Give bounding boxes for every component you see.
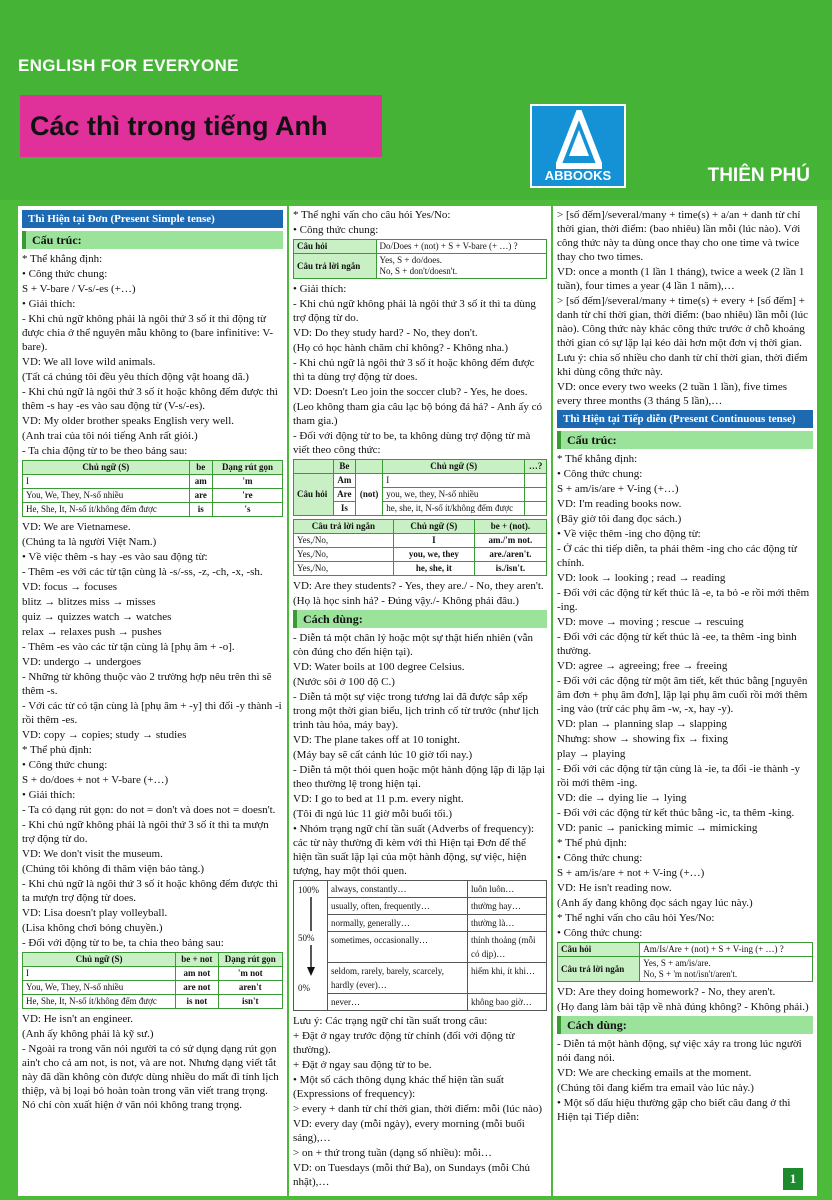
text-line: VD: He isn't reading now.	[557, 882, 672, 894]
logo-text: ABBOOKS	[544, 168, 612, 183]
text-line: • Nhóm trạng ngữ chỉ tần suất (Adverbs of frequency): các từ này thường đi kèm với thì Hiện tại Đơn để thể hiện tần suất lặp lại của một hành động, sự việc, hiện tượng, hay một thói quen.	[293, 823, 535, 877]
text-line: (Họ đang làm bài tập về nhà đúng không? - Không phải.)	[557, 1001, 809, 1013]
text-line: (Chúng tôi đang kiểm tra email vào lúc này.)	[557, 1082, 754, 1094]
text-line: • Công thức chung:	[557, 468, 643, 480]
to-be-not-table	[22, 952, 283, 1009]
text-line: * Thể khẳng định:	[22, 253, 103, 265]
text-line: (Họ có học hành chăm chỉ không? - Không nha.)	[293, 342, 509, 354]
text-line: • Về việc thêm -s hay -es vào sau động từ:	[22, 551, 208, 563]
abbooks-logo	[530, 104, 626, 188]
text-line: VD: copy → copies; study → studies	[22, 729, 187, 741]
text-line: (Lisa không chơi bóng chuyền.)	[22, 922, 163, 934]
text-line: S + am/is/are + V-ing (+…)	[557, 483, 679, 495]
col2-text-a	[293, 208, 547, 237]
table-header: Chủ ngữ (S)	[393, 520, 474, 534]
table-header: Dạng rút gọn	[218, 953, 282, 967]
frequency-row: seldom, rarely, barely, scarcely, hardly (ever)… hiếm khi, ít khi…	[328, 963, 546, 994]
text-line: VD: Do they study hard? - No, they don't.	[293, 327, 478, 339]
text-line: play → playing	[557, 748, 626, 760]
text-line: - Với các từ có tận cùng là [phụ âm + -y] thì đổi -y thành -i rồi thêm -es.	[22, 700, 282, 726]
series-title: ENGLISH FOR EVERYONE	[18, 56, 239, 75]
table-header: be + not	[176, 953, 218, 967]
table-row: You, We, They, N-số nhiều are 're	[23, 489, 283, 503]
text-line: * Thể nghi vấn cho câu hỏi Yes/No:	[557, 912, 715, 924]
table-header: be + (not).	[474, 520, 546, 534]
logo-triangle-icon	[556, 110, 602, 170]
usage-header: Cách dùng:	[557, 1016, 813, 1034]
frequency-axis: 100% 50% 0%	[294, 881, 328, 1010]
text-line: - Diễn tả một hành động, sự việc xảy ra trong lúc người nói đang nói.	[557, 1038, 802, 1064]
text-line: - Khi chủ ngữ là ngôi thứ 3 số ít hoặc không đếm được thì ta dùng trợ động từ does.	[293, 357, 535, 383]
text-line: (Tôi đi ngủ lúc 11 giờ mỗi buổi tối.)	[293, 808, 453, 820]
text-line: VD: The plane takes off at 10 tonight.	[293, 734, 461, 746]
text-line: VD: on Tuesdays (mỗi thứ Ba), on Sundays (mỗi Chủ nhật),…	[293, 1162, 530, 1188]
table-row: Yes,/No, you, we, they are./aren't.	[294, 548, 547, 562]
question-formula-table: Câu hỏi Do/Does + (not) + S + V-bare (+ …) ? Câu trả lời ngắn Yes, S + do/does. No, S + don't/doesn't.	[293, 239, 547, 279]
column-1	[18, 206, 287, 1196]
frequency-row: usually, often, frequently… thường hay…	[328, 898, 546, 915]
text-line: • Công thức chung:	[557, 927, 643, 939]
text-line: - Khi chủ ngữ không phải là ngôi thứ 3 số ít thì ta mượn trợ động từ do.	[22, 819, 269, 845]
text-line: (Chúng ta là người Việt Nam.)	[22, 536, 157, 548]
text-line: VD: We all love wild animals.	[22, 356, 156, 368]
text-line: VD: die → dying lie → lying	[557, 792, 687, 804]
text-line: - Thêm -es với các từ tận cùng là -s/-ss, -z, -ch, -x, -sh.	[22, 566, 263, 578]
text-line: VD: focus → focuses	[22, 581, 118, 593]
text-line: - Khi chủ ngữ là ngôi thứ 3 số ít hoặc không đếm được thì ta mượn trợ động từ does.	[22, 878, 278, 904]
text-line: • Giải thích:	[22, 789, 76, 801]
to-be-table	[22, 460, 283, 517]
section-header-present-continuous: Thì Hiện tại Tiếp diễn (Present Continuous tense)	[557, 410, 813, 428]
text-line: • Về việc thêm -ing cho động từ:	[557, 528, 701, 540]
text-line: - Diễn tả một chân lý hoặc một sự thật hiển nhiên (vẫn còn đúng cho đến hiện tại).	[293, 632, 533, 658]
text-line: VD: every day (mỗi ngày), every morning (mỗi buổi sáng),…	[293, 1118, 525, 1144]
structure-header: Cấu trúc:	[557, 431, 813, 449]
text-line: VD: I go to bed at 11 p.m. every night.	[293, 793, 464, 805]
text-line: VD: I'm reading books now.	[557, 498, 682, 510]
text-line: + Đặt ở ngay sau động từ to be.	[293, 1059, 432, 1071]
text-line: VD: My older brother speaks English very well.	[22, 415, 235, 427]
frequency-row: never… không bao giờ…	[328, 994, 546, 1010]
text-line: S + am/is/are + not + V-ing (+…)	[557, 867, 705, 879]
col1-text-a	[22, 252, 283, 458]
frequency-row: normally, generally… thường là…	[328, 915, 546, 932]
col2-text-c	[293, 579, 547, 608]
text-line: - Diễn tả một thói quen hoặc một hành động lặp đi lặp lại theo thường lệ trong hiện tại.	[293, 764, 546, 790]
text-line: VD: undergo → undergoes	[22, 656, 142, 668]
text-line: VD: He isn't an engineer.	[22, 1013, 134, 1025]
frequency-row: always, constantly… luôn luôn…	[328, 881, 546, 898]
text-line: * Thể phủ định:	[22, 744, 92, 756]
table-row: He, She, It, N-số ít/không đếm được is 's	[23, 503, 283, 517]
text-line: (Leo không tham gia câu lạc bộ bóng đá hả? - Anh ấy có tham gia.)	[293, 401, 542, 427]
text-line: - Ngoài ra trong văn nói người ta có sử dụng dạng rút gọn ain't cho cả am not, is not, và are not. Nhưng dạng viết tắt này đã dần không còn được dùng nhiều do mất đi tính lịch thiệp, và bị loại bỏ hoàn toàn trong văn viết trang trọng. Nó chỉ còn xuất hiện ở văn nói không trang trọng.	[22, 1043, 279, 1111]
text-line: > on + thứ trong tuần (dạng số nhiều): mỗi…	[293, 1147, 492, 1159]
structure-header: Cấu trúc:	[22, 231, 283, 249]
section-header-present-simple: Thì Hiện tại Đơn (Present Simple tense)	[22, 210, 283, 228]
text-line: (Nước sôi ở 100 độ C.)	[293, 676, 395, 688]
text-line: VD: panic → panicking mimic → mimicking	[557, 822, 758, 834]
text-line: VD: Doesn't Leo join the soccer club? - Yes, he does.	[293, 386, 528, 398]
text-line: relax → relaxes push → pushes	[22, 626, 162, 638]
table-header: Chủ ngữ (S)	[23, 953, 176, 967]
text-line: Lưu ý: Các trạng ngữ chỉ tần suất trong câu:	[293, 1015, 488, 1027]
text-line: (Chúng tôi không đi thăm viện bảo tàng.)	[22, 863, 205, 875]
col2-text-e	[293, 1014, 547, 1189]
text-line: - Những từ không thuộc vào 2 trường hợp nêu trên thì sẽ thêm -s.	[22, 671, 272, 697]
text-line: quiz → quizzes watch → watches	[22, 611, 172, 623]
text-line: > every + danh từ chỉ thời gian, thời điểm: mỗi (lúc nào)	[293, 1103, 543, 1115]
text-line: VD: once every two weeks (2 tuần 1 lần), five times every three months (3 tháng 5 lần),…	[557, 381, 788, 407]
text-line: - Diễn tả một sự việc trong tương lai đã được sắp xếp trong một thời gian biểu, lịch trình cố từ trước (như lịch trình tàu hỏa, máy bay).	[293, 691, 539, 731]
col1-text-c	[22, 1012, 283, 1112]
text-line: • Công thức chung:	[557, 852, 643, 864]
column-2	[289, 206, 551, 1196]
text-line: (Bây giờ tôi đang đọc sách.)	[557, 513, 682, 525]
text-line: VD: look → looking ; read → reading	[557, 572, 726, 584]
text-line: - Đối với động từ to be, ta không dùng trợ động từ mà viết theo công thức:	[293, 430, 531, 456]
col3-text-d	[557, 1037, 813, 1124]
text-line: VD: Are they students? - Yes, they are./ - No, they aren't.	[293, 580, 544, 592]
text-line: VD: once a month (1 lần 1 tháng), twice a week (2 lần 1 tuần), four times a year (4 lần 1 năm),…	[557, 266, 805, 292]
text-line: - Ta chia động từ to be theo bảng sau:	[22, 445, 188, 457]
text-line: + Đặt ở ngay trước động từ chính (đối với động từ thường).	[293, 1030, 515, 1056]
text-line: VD: agree → agreeing; free → freeing	[557, 660, 728, 672]
table-header: Chủ ngữ (S)	[23, 461, 190, 475]
text-line: - Ở các thì tiếp diễn, ta phải thêm -ing cho các động từ chính.	[557, 543, 797, 569]
col1-text-b	[22, 520, 283, 950]
table-row: Yes,/No, I am./'m not.	[294, 534, 547, 548]
text-line: (Anh ấy đang không đọc sách ngay lúc này.)	[557, 897, 753, 909]
text-line: S + V-bare / V-s/-es (+…)	[22, 283, 136, 295]
text-line: > [số đếm]/several/many + time(s) + a/an + danh từ chỉ thời gian, thời điểm: (bao nhiêu) lần mỗi (lúc nào). Với công thức này ta dùng once thay cho one time và twice thay cho two times.	[557, 209, 801, 263]
text-line: * Thể khẳng định:	[557, 453, 638, 465]
text-line: - Đối với các động từ kết thúc là -ee, ta thêm -ing bình thường.	[557, 631, 797, 657]
text-line: VD: Lisa doesn't play volleyball.	[22, 907, 168, 919]
frequency-row: sometimes, occasionally… thỉnh thoảng (mỗi có dịp)…	[328, 932, 546, 963]
table-row: I am not 'm not	[23, 967, 283, 981]
text-line: (Máy bay sẽ cất cánh lúc 10 giờ tối nay.)	[293, 749, 473, 761]
table-row: You, We, They, N-số nhiều are not aren't	[23, 981, 283, 995]
text-line: • Giải thích:	[22, 298, 76, 310]
text-line: (Họ là học sinh hả? - Đúng vậy./- Không phải đâu.)	[293, 595, 519, 607]
text-line: VD: move → moving ; rescue → rescuing	[557, 616, 744, 628]
text-line: - Đối với các động từ kết thúc bằng -ic, ta thêm -king.	[557, 807, 795, 819]
text-line: (Anh ấy không phải là kỹ sư.)	[22, 1028, 154, 1040]
col2-text-b	[293, 282, 547, 457]
text-line: Lưu ý: chia số nhiều cho danh từ chỉ thời gian, thời điểm khi dùng công thức này.	[557, 352, 808, 378]
text-line: * Thể nghi vấn cho câu hỏi Yes/No:	[293, 209, 451, 221]
text-line: VD: We are checking emails at the moment.	[557, 1067, 752, 1079]
text-line: > [số đếm]/several/many + time(s) + every + [số đếm] + danh từ chỉ thời gian, thời điểm: (bao nhiêu) lần mỗi (lúc nào). Công thức này khác công thức trước ở chỗ khoảng thời gian có sự lặp lại kéo dài hơn một đơn vị thời gian.	[557, 295, 808, 349]
text-line: - Đối với các động từ tận cùng là -ie, ta đổi -ie thành -y rồi mới thêm -ing.	[557, 763, 801, 789]
page-number: 1	[783, 1168, 803, 1190]
text-line: VD: We are Vietnamese.	[22, 521, 131, 533]
col2-text-d	[293, 631, 547, 878]
text-line: • Giải thích:	[293, 283, 347, 295]
text-line: - Khi chủ ngữ không phải là ngôi thứ 3 số ít thì ta dùng trợ động từ do.	[293, 298, 536, 324]
frequency-scale	[293, 880, 547, 1011]
table-row: Câu hỏi Am (not) I	[294, 474, 547, 488]
usage-header: Cách dùng:	[293, 610, 547, 628]
be-question-table: Be Chủ ngữ (S) …? Câu hỏi Am (not) I Are you, we, they, N-số nhiều Is he, she, it, N-số ít/không đếm được	[293, 459, 547, 516]
text-line: - Đối với các động từ kết thúc là -e, ta bỏ -e rồi mới thêm -ing.	[557, 587, 810, 613]
text-line: S + do/does + not + V-bare (+…)	[22, 774, 169, 786]
short-answer-table	[293, 519, 547, 576]
text-line: • Công thức chung:	[22, 268, 108, 280]
text-line: VD: Are they doing homework? - No, they aren't.	[557, 986, 776, 998]
text-line: * Thể phủ định:	[557, 837, 627, 849]
table-row: Are you, we, they, N-số nhiều	[294, 488, 547, 502]
col3-text-a	[557, 208, 813, 408]
text-line: - Khi chủ ngữ là ngôi thứ 3 số ít hoặc không đếm được thì thêm -s hay -es vào sau động từ (V-s/-es).	[22, 386, 278, 412]
text-line: • Công thức chung:	[22, 759, 108, 771]
title-box	[20, 95, 382, 157]
col3-text-b	[557, 452, 813, 940]
text-line: (Anh trai của tôi nói tiếng Anh rất giỏi.)	[22, 430, 198, 442]
table-header: be	[189, 461, 212, 475]
column-3	[553, 206, 817, 1196]
table-row: Yes,/No, he, she, it is./isn't.	[294, 562, 547, 576]
text-line: Nhưng: show → showing fix → fixing	[557, 733, 728, 745]
text-line: - Đối với động từ to be, ta chia theo bảng sau:	[22, 937, 224, 949]
question-formula-table: Câu hỏi Am/Is/Are + (not) + S + V-ing (+ …) ? Câu trả lời ngắn Yes, S + am/is/are. No, S + 'm not/isn't/aren't.	[557, 942, 813, 982]
table-header: Dạng rút gọn	[212, 461, 282, 475]
col3-text-c	[557, 985, 813, 1014]
text-line: VD: Water boils at 100 degree Celsius.	[293, 661, 465, 673]
text-line: - Khi chủ ngữ không phải là ngôi thứ 3 số ít thì động từ được chia ở thể nguyên mẫu không to (bare infinitive: V-bare).	[22, 313, 273, 353]
text-line: • Một số dấu hiệu thường gặp cho biết câu đang ở thì Hiện tại Tiếp diễn:	[557, 1097, 791, 1123]
text-line: - Ta có dạng rút gọn: do not = don't và does not = doesn't.	[22, 804, 276, 816]
page-title: Các thì trong tiếng Anh	[30, 110, 328, 141]
table-row: He, She, It, N-số ít/không đếm được is not isn't	[23, 995, 283, 1009]
text-line: VD: plan → planning slap → slapping	[557, 718, 727, 730]
text-line: - Thêm -es vào các từ tận cùng là [phụ âm + -o].	[22, 641, 235, 653]
text-line: VD: We don't visit the museum.	[22, 848, 163, 860]
table-row: I am 'm	[23, 475, 283, 489]
text-line: • Một số cách thông dụng khác thể hiện tần suất (Expressions of frequency):	[293, 1074, 504, 1100]
text-line: - Đối với các động từ một âm tiết, kết thúc bằng [nguyên âm đơn + phụ âm đơn], lặp lại phụ âm cuối rồi mới thêm -ing vào (trừ các phụ âm -w, -x, hay -y).	[557, 675, 808, 715]
text-line: (Tất cả chúng tôi đều yêu thích động vật hoang dã.)	[22, 371, 249, 383]
text-line: blitz → blitzes miss → misses	[22, 596, 156, 608]
text-line: • Công thức chung:	[293, 224, 379, 236]
table-row: Is he, she, it, N-số ít/không đếm được	[294, 502, 547, 516]
author-name: THIÊN PHÚ	[707, 165, 810, 186]
table-header: Câu trả lời ngắn	[294, 520, 394, 534]
